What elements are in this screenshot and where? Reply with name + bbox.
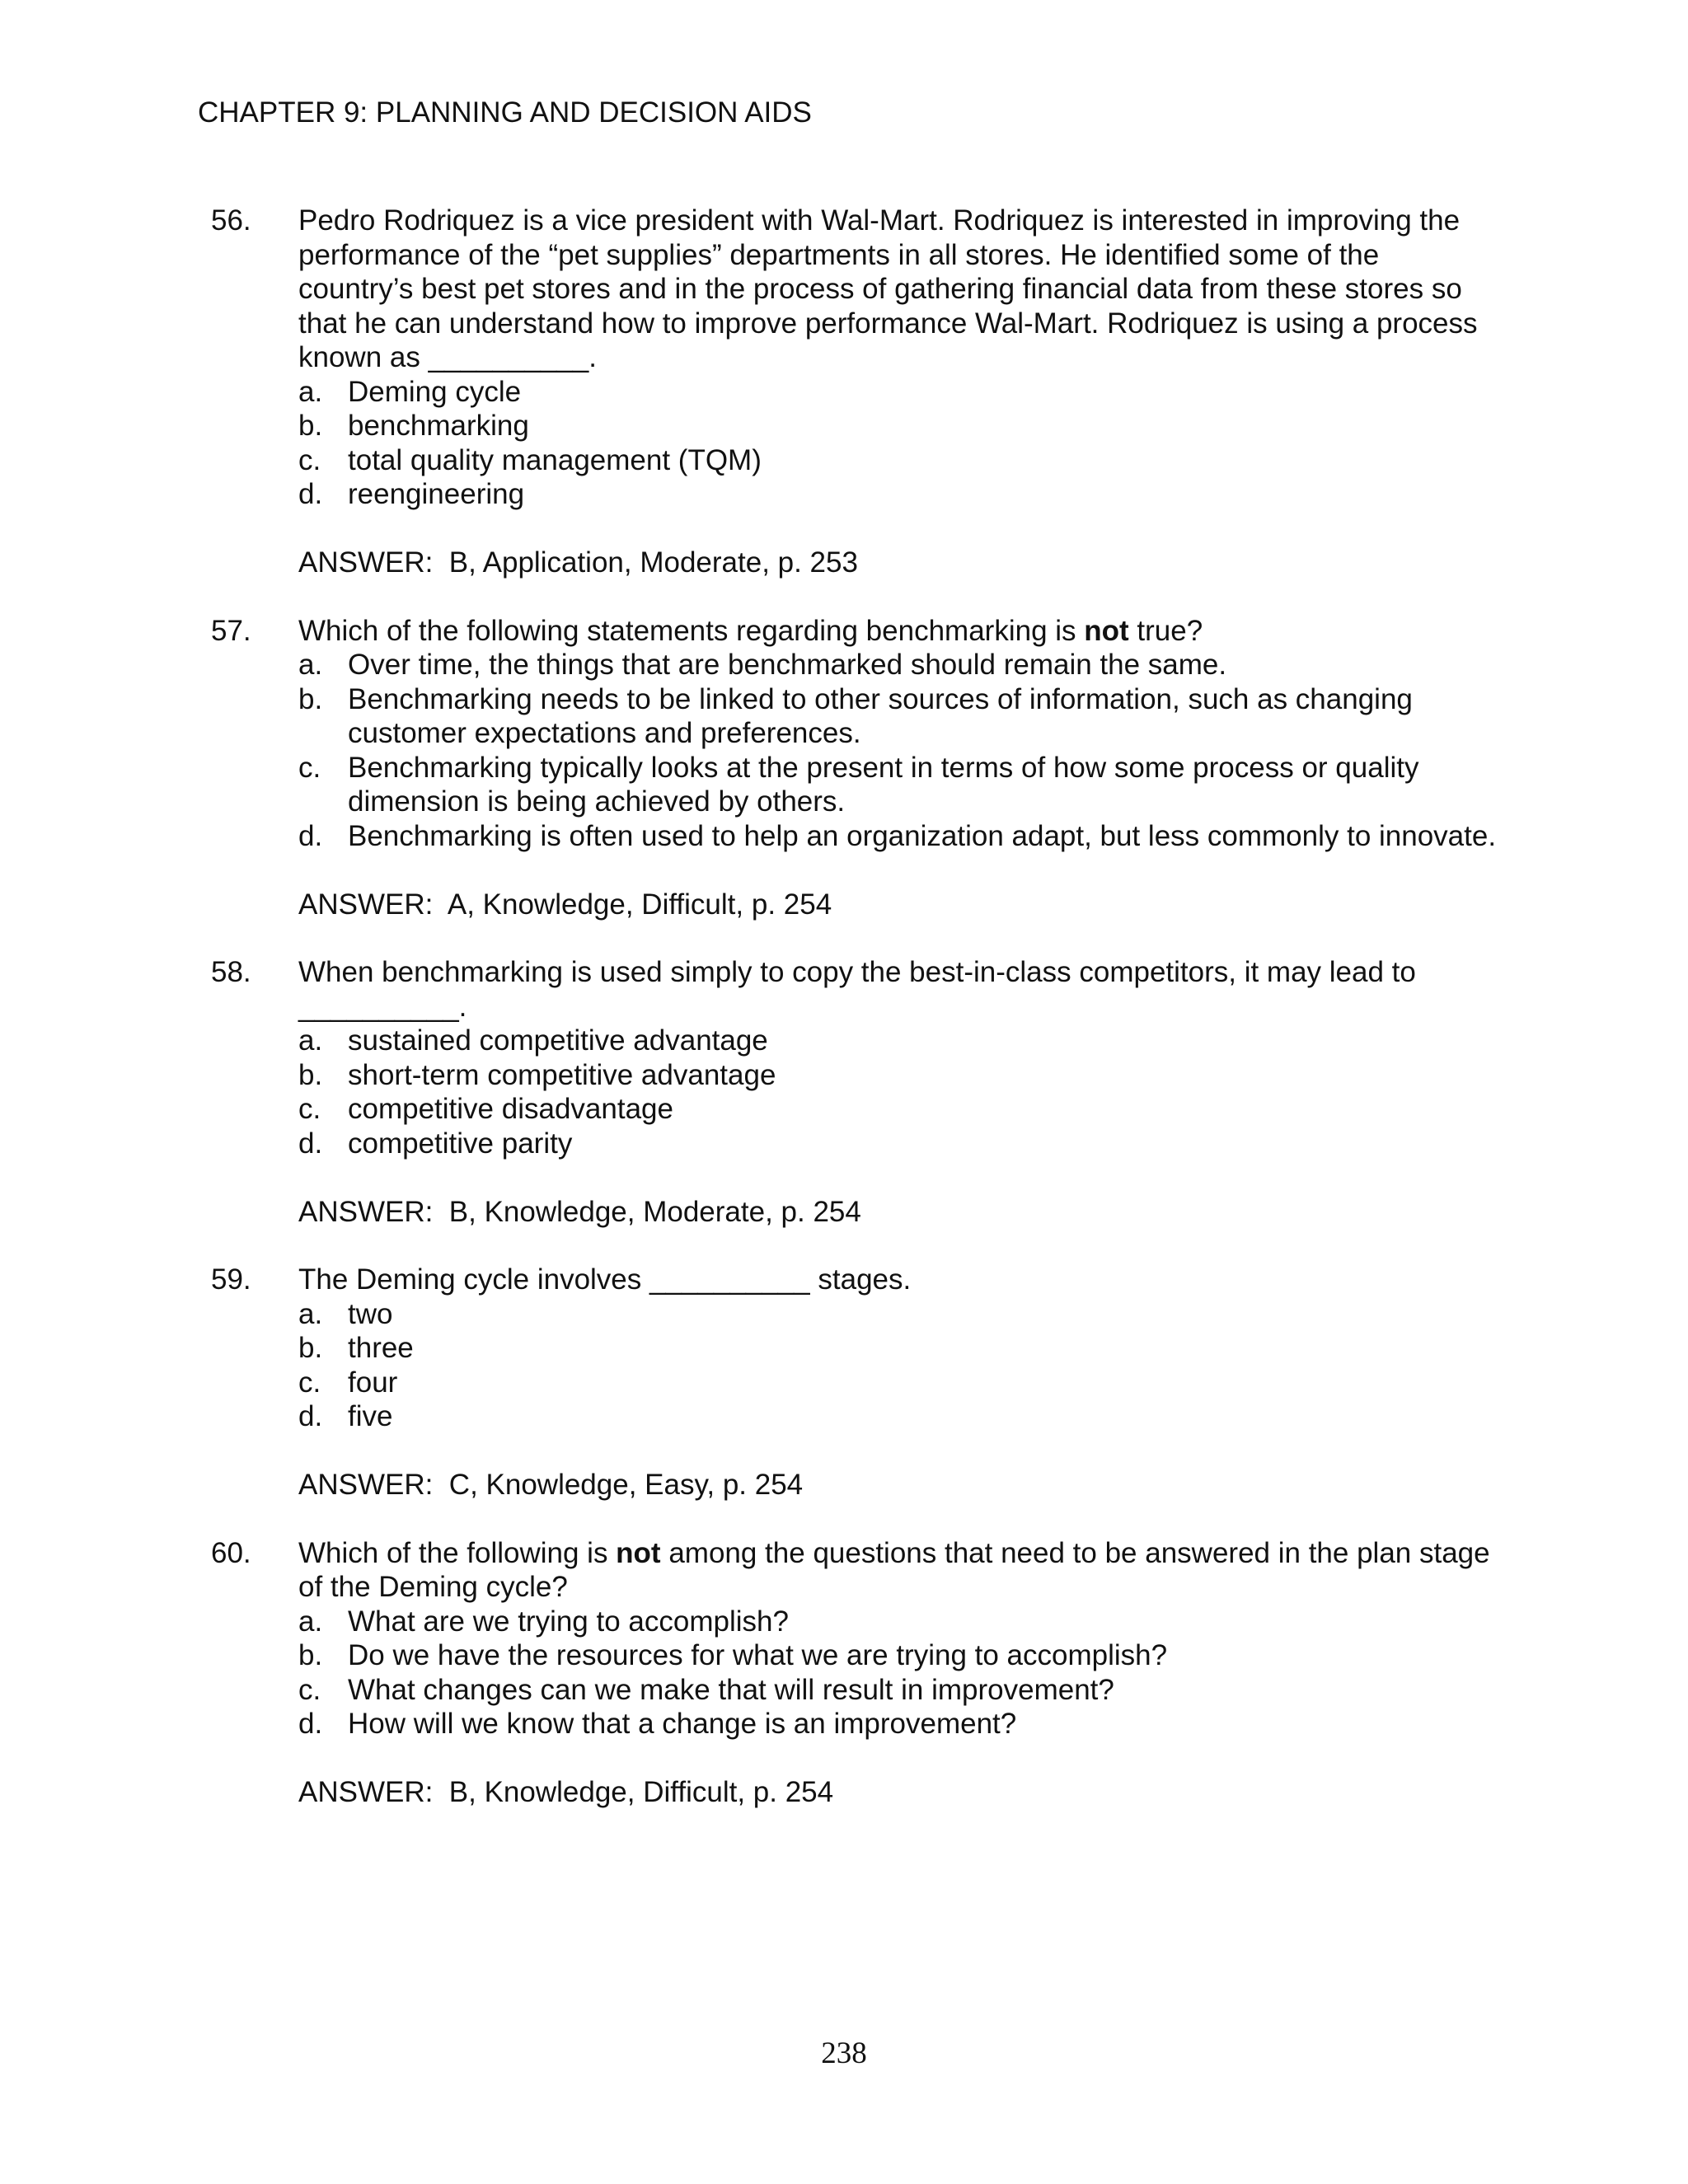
question-number: 58. xyxy=(211,956,251,988)
option-letter: c. xyxy=(298,1093,321,1125)
answer-line: ANSWER: B, Application, Moderate, p. 253 xyxy=(298,546,858,579)
option-a xyxy=(298,375,1497,410)
option-b xyxy=(298,1331,1497,1366)
page-number: 238 xyxy=(821,2036,867,2070)
question-list xyxy=(211,204,1497,1844)
option-d xyxy=(298,819,1497,854)
option-text: reengineering xyxy=(348,478,525,510)
option-letter: b. xyxy=(298,682,323,715)
option-text: Over time, the things that are benchmarked should remain the same. xyxy=(348,649,1227,681)
question-stem xyxy=(298,1536,1497,1605)
option-letter: b. xyxy=(298,410,323,442)
question-number: 60. xyxy=(211,1536,251,1569)
option-b xyxy=(298,1638,1497,1673)
option-b xyxy=(298,409,1497,443)
option-d xyxy=(298,1707,1497,1741)
option-text: two xyxy=(348,1297,393,1330)
stem-emphasis: not xyxy=(1084,614,1129,647)
question-number: 56. xyxy=(211,204,251,237)
option-text: short-term competitive advantage xyxy=(348,1058,776,1091)
option-letter: a. xyxy=(298,375,323,408)
option-letter: a. xyxy=(298,1024,323,1057)
question-number: 59. xyxy=(211,1263,251,1296)
answer-options xyxy=(298,648,1497,853)
option-b xyxy=(298,1058,1497,1093)
option-letter: b. xyxy=(298,1332,323,1364)
option-text: Deming cycle xyxy=(348,375,522,408)
option-a xyxy=(298,648,1497,682)
option-letter: d. xyxy=(298,1708,323,1740)
option-c xyxy=(298,1366,1497,1400)
option-text: What are we trying to accomplish? xyxy=(348,1605,789,1638)
option-letter: d. xyxy=(298,478,323,510)
option-text: How will we know that a change is an improvement? xyxy=(348,1708,1017,1740)
question-stem xyxy=(298,204,1497,375)
answer-options xyxy=(298,1297,1497,1434)
option-a xyxy=(298,1024,1497,1058)
option-text: Do we have the resources for what we are trying to accomplish? xyxy=(348,1639,1168,1671)
option-text: Benchmarking typically looks at the present in terms of how some process or quality dimension is being achieved by others. xyxy=(348,751,1419,818)
question-60 xyxy=(211,1536,1497,1810)
answer-line: ANSWER: A, Knowledge, Difficult, p. 254 xyxy=(298,888,832,921)
answer-line: ANSWER: C, Knowledge, Easy, p. 254 xyxy=(298,1469,804,1501)
option-text: Benchmarking needs to be linked to other sources of information, such as changing customer expectations and preferences. xyxy=(348,682,1413,749)
option-text: three xyxy=(348,1332,414,1364)
stem-emphasis: not xyxy=(616,1536,661,1569)
answer-options xyxy=(298,1024,1497,1160)
option-letter: d. xyxy=(298,819,323,852)
option-letter: a. xyxy=(298,649,323,681)
question-58 xyxy=(211,955,1497,1229)
option-letter: b. xyxy=(298,1058,323,1091)
option-c xyxy=(298,443,1497,478)
question-57 xyxy=(211,614,1497,922)
question-stem xyxy=(298,1263,1497,1297)
option-text: What changes can we make that will result in improvement? xyxy=(348,1673,1114,1706)
option-letter: c. xyxy=(298,1673,321,1706)
option-letter: c. xyxy=(298,443,321,476)
option-text: total quality management (TQM) xyxy=(348,443,762,476)
answer-line: ANSWER: B, Knowledge, Difficult, p. 254 xyxy=(298,1776,834,1808)
stem-text: among the questions that need to be answered in the plan stage of the Deming cycle? xyxy=(298,1536,1490,1603)
option-letter: a. xyxy=(298,1297,323,1330)
stem-text: true? xyxy=(1128,614,1203,647)
option-letter: d. xyxy=(298,1127,323,1160)
option-letter: a. xyxy=(298,1605,323,1638)
option-letter: c. xyxy=(298,1366,321,1399)
option-a xyxy=(298,1297,1497,1332)
option-text: benchmarking xyxy=(348,410,529,442)
option-text: five xyxy=(348,1400,393,1432)
option-c xyxy=(298,751,1497,819)
question-stem xyxy=(298,614,1497,649)
chapter-header: CHAPTER 9: PLANNING AND DECISION AIDS xyxy=(198,96,812,129)
option-letter: b. xyxy=(298,1639,323,1671)
option-text: competitive disadvantage xyxy=(348,1093,673,1125)
stem-text: When benchmarking is used simply to copy the best-in-class competitors, it may lead to __________. xyxy=(298,956,1416,1023)
answer-line: ANSWER: B, Knowledge, Moderate, p. 254 xyxy=(298,1195,861,1228)
option-letter: c. xyxy=(298,751,321,784)
option-letter: d. xyxy=(298,1400,323,1432)
question-56 xyxy=(211,204,1497,580)
option-a xyxy=(298,1605,1497,1639)
question-number: 57. xyxy=(211,614,251,647)
option-text: sustained competitive advantage xyxy=(348,1024,768,1057)
answer-options xyxy=(298,375,1497,512)
option-text: competitive parity xyxy=(348,1127,573,1160)
option-d xyxy=(298,1399,1497,1434)
stem-text: Pedro Rodriquez is a vice president with Wal-Mart. Rodriquez is interested in improving the performance of the “pet supplies” departments in all stores. He identified some of the country’s best pet stores and in the process of gathering financial data from these stores so that he can understand how to improve performance Wal-Mart. Rodriquez is using a process known as __________. xyxy=(298,204,1478,373)
option-d xyxy=(298,477,1497,512)
option-text: four xyxy=(348,1366,398,1399)
option-b xyxy=(298,682,1497,751)
stem-text: The Deming cycle involves __________ stages. xyxy=(298,1263,912,1296)
option-c xyxy=(298,1673,1497,1708)
option-d xyxy=(298,1127,1497,1161)
stem-text: Which of the following statements regarding benchmarking is xyxy=(298,614,1085,647)
option-c xyxy=(298,1092,1497,1127)
stem-text: Which of the following is xyxy=(298,1536,617,1569)
question-59 xyxy=(211,1263,1497,1502)
answer-options xyxy=(298,1605,1497,1741)
question-stem xyxy=(298,955,1497,1024)
option-text: Benchmarking is often used to help an organization adapt, but less commonly to innovate. xyxy=(348,819,1497,852)
